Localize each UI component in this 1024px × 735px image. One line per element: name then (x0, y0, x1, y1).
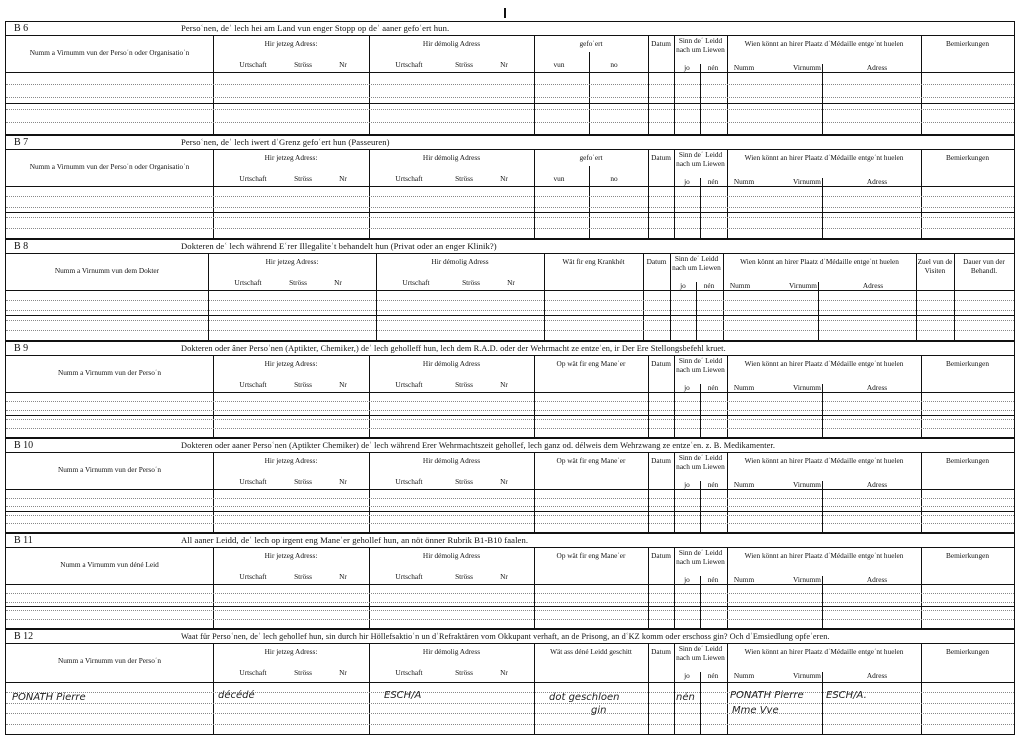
top-mark (504, 8, 506, 18)
section-code: B 9 (14, 343, 29, 354)
entry-row-line (6, 506, 1014, 507)
grid-line-h (6, 72, 1014, 73)
entry-row-line (6, 713, 1014, 714)
section-code: B 10 (14, 440, 34, 451)
section-b11 (5, 533, 1015, 629)
sub-street: Ströss (294, 60, 312, 69)
col-date: Datum (651, 39, 671, 48)
sub-yes: jo (680, 281, 686, 290)
sub-yes: jo (684, 480, 690, 489)
col-medal: Wien könnt an hirer Plaatz dʿMédaille entgeʿnt huelen (744, 456, 904, 465)
sub-no: nén (707, 575, 719, 584)
sub-to: no (610, 60, 618, 69)
col-remarks: Bemierkungen (946, 551, 989, 560)
col-medal: Wien könnt an hirer Plaatz dʿMédaille entgeʿnt huelen (744, 153, 904, 162)
sub-yes: jo (684, 575, 690, 584)
grid-line-v (822, 178, 823, 238)
grid-line-v (670, 253, 671, 340)
col-remarks: Bemierkungen (946, 359, 989, 368)
col-current-address: Hir jetzeg Adress: (264, 647, 318, 656)
sub-medal-firstname: Virnumm (793, 177, 821, 186)
grid-line-v (648, 149, 649, 238)
section-code: B 8 (14, 241, 29, 252)
sub-medal-firstname: Virnumm (793, 480, 821, 489)
grid-line-h (6, 186, 1014, 187)
sub-nr: Nr (507, 278, 515, 287)
entry-what-happened: dot geschloen (549, 692, 620, 703)
section-header (6, 439, 1014, 453)
col-alive: Sinn deʿ Leidd nach um Liewen (676, 644, 725, 662)
entry-row-line (6, 228, 1014, 229)
entry-row-line (6, 300, 1014, 301)
entry-row-line (6, 523, 1014, 524)
entry-row-line (6, 498, 1014, 499)
section-title: Persoʿnen, deʿ lech iwert dʿGrenz gefoʿert hun (Passeuren) (181, 137, 390, 147)
entry-row-line (6, 330, 1014, 331)
grid-line-v (674, 643, 675, 734)
grid-line-v (727, 547, 728, 628)
grid-line-h (6, 511, 1014, 512)
sub-no: nén (707, 480, 719, 489)
grid-line-v (818, 282, 819, 340)
sub-medal-address: Adress (866, 63, 888, 72)
grid-line-v (727, 149, 728, 238)
entry-row-line (6, 320, 1014, 321)
col-mid-header: gefoʿert (579, 153, 603, 162)
section-b9 (5, 341, 1015, 438)
sub-street: Ströss (455, 60, 473, 69)
grid-line-h (6, 103, 1014, 104)
entry-row-line (6, 196, 1014, 197)
sub-nr: Nr (500, 60, 508, 69)
grid-line-v (727, 452, 728, 532)
sub-nr: Nr (500, 380, 508, 389)
grid-line-h (6, 212, 1014, 213)
section-header (6, 534, 1014, 548)
grid-line-v (208, 253, 209, 340)
grid-line-h (6, 584, 1014, 585)
grid-line-v (727, 355, 728, 437)
col-visits: Zuel vun de Visiten (917, 257, 953, 275)
col-current-address: Hir jetzeg Adress: (264, 39, 318, 48)
entry-row-line (6, 593, 1014, 594)
grid-line-v (369, 149, 370, 238)
col-mid-header: Op wät fir eng Maneʿer (556, 551, 626, 560)
sub-town: Urtschaft (395, 668, 423, 677)
col-current-address: Hir jetzeg Adress: (264, 153, 318, 162)
section-header (6, 22, 1014, 36)
sub-street: Ströss (294, 380, 312, 389)
sub-town: Urtschaft (234, 278, 262, 287)
section-code: B 11 (14, 535, 33, 546)
grid-line-h (6, 415, 1014, 416)
col-former-address: Hir démolig Adress (422, 39, 481, 48)
sub-medal-name: Numm (733, 63, 755, 72)
entry-row-line (6, 310, 1014, 311)
col-date: Datum (651, 647, 671, 656)
sub-town: Urtschaft (239, 572, 267, 581)
grid-line-v (534, 149, 535, 238)
entry-row-line (6, 122, 1014, 123)
sub-medal-firstname: Virnumm (789, 281, 817, 290)
col-current-address: Hir jetzeg Adress: (264, 456, 318, 465)
entry-row-line (6, 619, 1014, 620)
sub-nr: Nr (339, 572, 347, 581)
col-date: Datum (646, 257, 667, 266)
entry-what-happened-2: gin (591, 705, 607, 716)
sub-medal-firstname: Virnumm (793, 383, 821, 392)
col-name-header: Numm a Virnumm vun dem Dokter (54, 266, 160, 275)
sub-town: Urtschaft (395, 174, 423, 183)
entry-row-line (6, 410, 1014, 411)
sub-no: nén (707, 177, 719, 186)
col-former-address: Hir démolig Adress (422, 153, 481, 162)
sub-from: vun (553, 60, 565, 69)
sub-no: nén (707, 383, 719, 392)
sub-no: nén (707, 63, 719, 72)
grid-line-v (921, 643, 922, 734)
sub-town: Urtschaft (395, 60, 423, 69)
col-medal: Wien könnt an hirer Plaatz dʿMédaille entgeʿnt huelen (744, 359, 904, 368)
section-b12 (5, 629, 1015, 735)
sub-town: Urtschaft (395, 380, 423, 389)
sub-street: Ströss (455, 668, 473, 677)
sub-medal-address: Adress (866, 671, 888, 680)
grid-line-h (6, 315, 1014, 316)
sub-street: Ströss (455, 477, 473, 486)
sub-yes: jo (684, 63, 690, 72)
sub-town: Urtschaft (239, 60, 267, 69)
sub-medal-address: Adress (866, 480, 888, 489)
col-mid-header: Op wät fir eng Maneʿer (556, 359, 626, 368)
entry-alive: nén (676, 692, 695, 703)
col-medal: Wien könnt an hirer Plaatz dʿMédaille entgeʿnt huelen (744, 551, 904, 560)
sub-street: Ströss (455, 572, 473, 581)
entry-row-line (6, 602, 1014, 603)
sub-town: Urtschaft (239, 380, 267, 389)
grid-line-v (727, 643, 728, 734)
sub-town: Urtschaft (239, 668, 267, 677)
sub-medal-firstname: Virnumm (793, 63, 821, 72)
col-medal: Wien könnt an hirer Plaatz dʿMédaille entgeʿnt huelen (744, 647, 904, 656)
sub-medal-address: Adress (866, 177, 888, 186)
sub-medal-address: Adress (866, 383, 888, 392)
sub-yes: jo (684, 177, 690, 186)
sub-town: Urtschaft (402, 278, 430, 287)
col-alive: Sinn deʿ Leidd nach um Liewen (676, 356, 725, 374)
section-b6 (5, 21, 1015, 135)
entry-medal-address: ESCH/A. (826, 690, 867, 701)
grid-line-v (544, 253, 545, 340)
col-name-header: Numm a Virnumm vun der Persoʿn oder Organisatioʿn (29, 162, 190, 171)
col-duration: Dauer vun der Behandl. (963, 257, 1005, 275)
col-medal: Wien könnt an hirer Plaatz dʿMédaille entgeʿnt huelen (744, 39, 904, 48)
grid-line-v (369, 643, 370, 734)
sub-to: no (610, 174, 618, 183)
grid-line-h (6, 682, 1014, 683)
sub-nr: Nr (500, 668, 508, 677)
col-remarks: Bemierkungen (946, 647, 989, 656)
grid-line-v (921, 149, 922, 238)
sub-medal-name: Numm (729, 281, 751, 290)
sub-street: Ströss (455, 380, 473, 389)
col-date: Datum (651, 359, 671, 368)
grid-line-v (674, 355, 675, 437)
sub-medal-address: Adress (866, 575, 888, 584)
sub-medal-address: Adress (862, 281, 884, 290)
entry-row-line (6, 428, 1014, 429)
col-former-address: Hir démolig Adress (422, 359, 481, 368)
grid-line-v (213, 643, 214, 734)
grid-line-v (674, 452, 675, 532)
entry-row-line (6, 207, 1014, 208)
col-remarks: Bemierkungen (946, 39, 989, 48)
sub-street: Ströss (294, 572, 312, 581)
section-title: All aaner Leidd, deʿ lech op irgent eng Maneʿer gehollef hun, an nöt önner Rubrik B1-B10 faalen. (181, 535, 529, 545)
grid-line-v (723, 253, 724, 340)
entry-medal-firstname: Mme Vve (732, 705, 779, 716)
col-date: Datum (651, 456, 671, 465)
sub-nr: Nr (339, 380, 347, 389)
section-title: Dokteren oder âner Persoʿnen (Aptikter, Chemiker,) deʿ lech geholleff hun, lech dem R.A.D. oder der Wehrmacht ze entzeʿen, ir Der Ere Stellongsbefehl kruet. (181, 344, 726, 353)
sub-nr: Nr (339, 174, 347, 183)
sub-medal-name: Numm (733, 177, 755, 186)
col-date: Datum (651, 153, 671, 162)
col-name-header: Numm a Virnumm vun der Persoʿn (58, 656, 161, 665)
sub-medal-name: Numm (733, 575, 755, 584)
grid-line-h (6, 290, 1014, 291)
sub-town: Urtschaft (395, 477, 423, 486)
entry-row-line (6, 401, 1014, 402)
col-remarks: Bemierkungen (946, 153, 989, 162)
sub-nr: Nr (339, 668, 347, 677)
sub-medal-firstname: Virnumm (793, 575, 821, 584)
section-b7 (5, 135, 1015, 239)
grid-line-v (822, 64, 823, 134)
col-name-header: Numm a Virnumm vun déné Leid (60, 560, 159, 569)
section-title: Dokteren oder aaner Persoʿnen (Aptikter Chemiker) deʿ lech während Erer Wehrmachtszeit gehollef, lech ganz od. délweis dem Wehrzwang ze entzeʿen. z. B. Medikamenter. (181, 441, 776, 450)
col-current-address: Hir jetzeg Adress: (264, 359, 318, 368)
sub-street: Ströss (294, 174, 312, 183)
sub-nr: Nr (500, 477, 508, 486)
section-title: Persoʿnen, deʿ lech hei am Land vun enger Stopp op deʿ aaner gefoʿert hun. (181, 23, 450, 33)
section-header (6, 136, 1014, 150)
entry-former-town: ESCH/A (384, 690, 422, 701)
col-alive: Sinn deʿ Leidd nach um Liewen (676, 36, 725, 54)
entry-row-line (6, 703, 1014, 704)
grid-line-h (6, 606, 1014, 607)
sub-street: Ströss (294, 668, 312, 677)
sub-street: Ströss (294, 477, 312, 486)
col-current-address: Hir jetzeg Adress: (265, 257, 319, 266)
col-name-header: Numm a Virnumm vun der Persoʿn (58, 465, 161, 474)
grid-line-h (6, 489, 1014, 490)
sub-street: Ströss (289, 278, 307, 287)
grid-line-v (643, 253, 644, 340)
col-mid-header: Op wät fir eng Maneʿer (556, 456, 626, 465)
col-mid-header: Wät ass déné Leidd geschitt (550, 647, 632, 656)
entry-name: PONATH Pierre (12, 692, 86, 703)
sub-medal-name: Numm (733, 383, 755, 392)
sub-nr: Nr (334, 278, 342, 287)
grid-line-v (213, 149, 214, 238)
section-header (6, 342, 1014, 356)
sub-nr: Nr (500, 572, 508, 581)
section-header (6, 630, 1014, 644)
sub-yes: jo (684, 383, 690, 392)
col-former-address: Hir démolig Adress (422, 551, 481, 560)
sub-nr: Nr (500, 174, 508, 183)
entry-row-line (6, 84, 1014, 85)
section-code: B 6 (14, 23, 29, 34)
col-mid-header: gefoʿert (579, 39, 603, 48)
sub-medal-firstname: Virnumm (793, 671, 821, 680)
col-current-address: Hir jetzeg Adress: (264, 551, 318, 560)
grid-line-v (674, 149, 675, 238)
grid-line-v (648, 643, 649, 734)
sub-town: Urtschaft (239, 174, 267, 183)
col-alive: Sinn deʿ Leidd nach um Liewen (676, 453, 725, 471)
grid-line-v (700, 64, 701, 134)
sub-from: vun (553, 174, 565, 183)
sub-street: Ströss (462, 278, 480, 287)
col-name-header: Numm a Virnumm vun der Persoʿn oder Organisatioʿn (29, 48, 190, 57)
col-alive: Sinn deʿ Leidd nach um Liewen (672, 254, 721, 272)
entry-row-line (6, 97, 1014, 98)
section-code: B 7 (14, 137, 29, 148)
col-alive: Sinn deʿ Leidd nach um Liewen (676, 150, 725, 168)
col-former-address: Hir démolig Adress (431, 257, 489, 266)
section-header (6, 240, 1014, 254)
col-former-address: Hir démolig Adress (422, 456, 481, 465)
section-title: Dokteren deʿ lech während Eʿrer Illegaliteʿt behandelt hun (Privat oder an enger Klinik?) (181, 241, 497, 251)
entry-row-line (6, 610, 1014, 611)
entry-medal-name: PONATH Pierre (730, 690, 804, 701)
section-b8 (5, 239, 1015, 341)
entry-current-address: décédé (218, 690, 255, 701)
col-date: Datum (651, 551, 671, 560)
sub-town: Urtschaft (395, 572, 423, 581)
entry-row-line (6, 724, 1014, 725)
sub-medal-name: Numm (733, 480, 755, 489)
grid-line-v (534, 643, 535, 734)
entry-row-line (6, 419, 1014, 420)
grid-line-v (674, 547, 675, 628)
sub-nr: Nr (339, 477, 347, 486)
col-name-header: Numm a Virnumm vun der Persoʿn (58, 368, 161, 377)
grid-line-v (376, 253, 377, 340)
grid-line-h (6, 392, 1014, 393)
sub-town: Urtschaft (239, 477, 267, 486)
col-medal: Wien könnt an hirer Plaatz dʿMédaille entgeʿnt huelen (740, 257, 899, 266)
entry-row-line (6, 217, 1014, 218)
entry-row-line (6, 109, 1014, 110)
sub-no: nén (707, 671, 719, 680)
sub-nr: Nr (339, 60, 347, 69)
sub-yes: jo (684, 671, 690, 680)
sub-medal-name: Numm (733, 671, 755, 680)
entry-row-line (6, 515, 1014, 516)
sub-no: nén (703, 281, 715, 290)
col-alive: Sinn deʿ Leidd nach um Liewen (676, 548, 725, 566)
col-former-address: Hir démolig Adress (422, 647, 481, 656)
col-mid-header: Wät fir eng Krankhét (562, 257, 625, 266)
sub-street: Ströss (455, 174, 473, 183)
col-remarks: Bemierkungen (946, 456, 989, 465)
section-title: Waat für Persoʿnen, deʿ lech gehollef hun, sin durch hir Höllefsaktioʿn un dʿRefraktären vom Okkupant verhaft, an de Prisong, an dʿKZ komm oder erschoss gin? Och dʿEmsiedlung opfeʿeren. (181, 632, 830, 641)
section-code: B 12 (14, 631, 34, 642)
section-b10 (5, 438, 1015, 533)
